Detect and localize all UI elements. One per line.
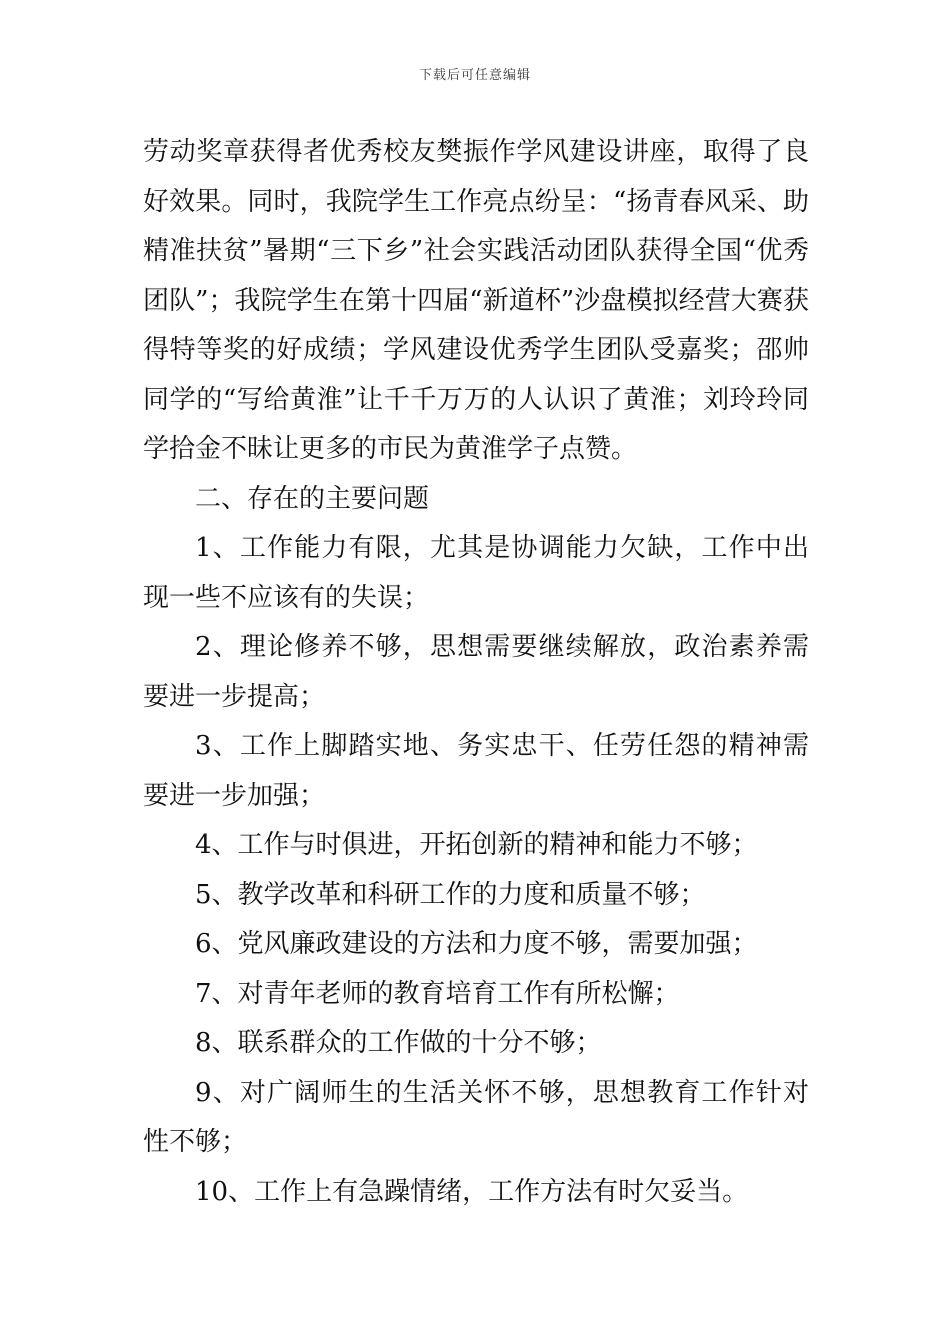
- section-heading: 二、存在的主要问题: [195, 483, 430, 514]
- page-header: 下载后可任意编辑: [418, 68, 531, 83]
- list-item: 7、对青年老师的教育培育工作有所松懈；: [195, 978, 680, 1009]
- list-item: 10、工作上有急躁情绪，工作方法有时欠妥当。: [195, 1176, 749, 1207]
- list-item: 2、理论修养不够，思想需要继续解放，政治素养需要进一步提高；: [143, 632, 809, 712]
- paragraph-continuation: 劳动奖章获得者优秀校友樊振作学风建设讲座，取得了良好效果。同时，我院学生工作亮点纷呈：“扬青春风采、助精准扶贫”暑期“三下乡”社会实践活动团队获得全国“优秀团队”；我院学生在第十四届“新道杯”沙盘模拟经营大赛获得特等奖的好成绩；学风建设优秀学生团队受嘉奖；邵帅同学的“写给黄淮”让千千万万的人认识了黄淮；刘玲玲同学拾金不昧让更多的市民为黄淮学子点赞。: [143, 137, 809, 464]
- list-item: 5、教学改革和科研工作的力度和质量不够；: [195, 879, 706, 910]
- list-item: 6、党风廉政建设的方法和力度不够，需要加强；: [195, 929, 758, 959]
- list-item: 1、工作能力有限，尤其是协调能力欠缺，工作中出现一些不应该有的失误；: [143, 533, 809, 613]
- list-item: 8、联系群众的工作做的十分不够；: [195, 1028, 602, 1058]
- document-body: [143, 128, 809, 1217]
- list-item: 3、工作上脚踏实地、务实忠干、任劳任怨的精神需要进一步加强；: [143, 731, 809, 811]
- list-item: 4、工作与时俱进，开拓创新的精神和能力不够；: [195, 830, 758, 860]
- list-item: 9、对广阔师生的生活关怀不够，思想教育工作针对性不够；: [143, 1077, 809, 1157]
